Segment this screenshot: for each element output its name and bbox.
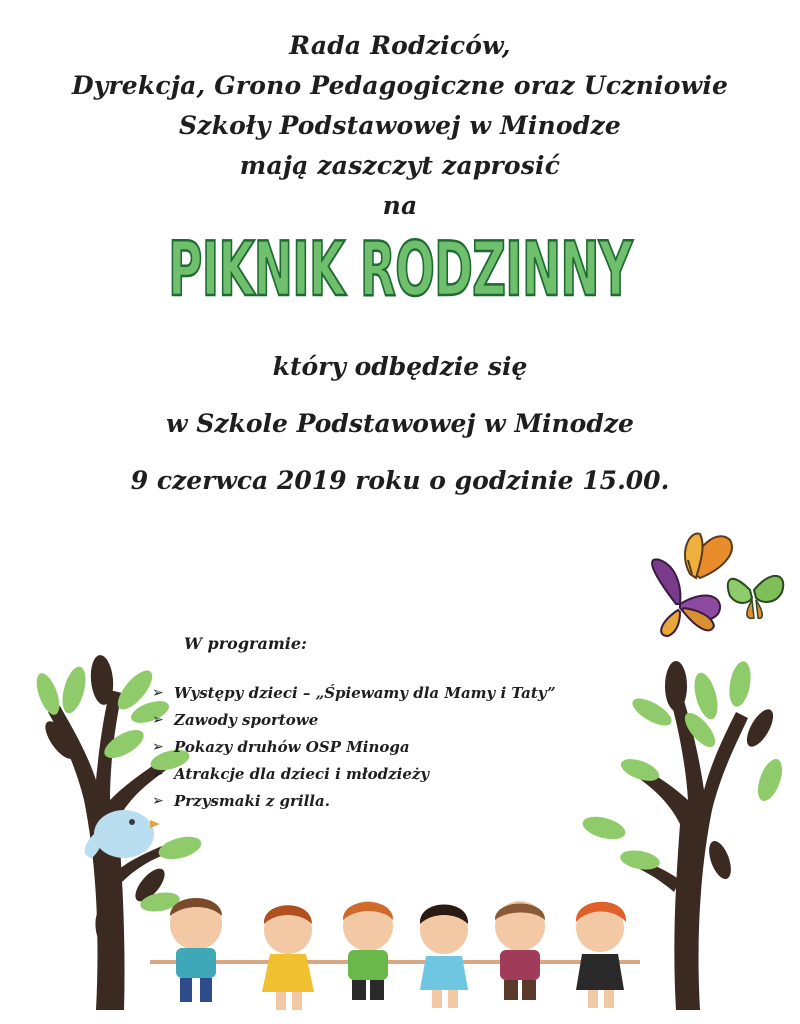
list-item (152, 788, 556, 815)
program-item-text: Pokazy druhów OSP Minoga (174, 738, 410, 756)
program-item-text: Zawody sportowe (174, 711, 319, 729)
children-holding-hands-icon (150, 898, 640, 1010)
arrow-bullet-icon: ➢ (152, 739, 164, 755)
details-line-location: w Szkole Podstawowej w Minodze (166, 409, 634, 438)
details-line-date: 9 czerwca 2019 roku o godzinie 15.00. (130, 466, 670, 495)
arrow-bullet-icon: ➢ (152, 712, 164, 728)
list-item (152, 734, 556, 761)
program-item-text: Przysmaki z grilla. (174, 792, 330, 810)
list-item (152, 761, 556, 788)
arrow-bullet-icon: ➢ (152, 685, 164, 701)
header-line: Szkoły Podstawowej w Minodze (178, 111, 621, 140)
butterfly-icon (728, 576, 784, 619)
header-line: Dyrekcja, Grono Pedagogiczne oraz Uczniowie (71, 71, 729, 100)
header-line: Rada Rodziców, (289, 31, 511, 60)
list-item (152, 707, 556, 734)
program-item-text: Występy dzieci – „Śpiewamy dla Mamy i Taty” (174, 684, 556, 702)
header-line: na (382, 191, 418, 220)
header-line: mają zaszczyt zaprosić (239, 151, 561, 180)
event-title: PIKNIK RODZINNY (168, 226, 632, 314)
details-line-intro: który odbędzie się (272, 352, 528, 381)
program-item-text: Atrakcje dla dzieci i młodzieży (174, 765, 430, 783)
list-item (152, 680, 556, 707)
butterfly-icon (685, 534, 732, 578)
program-heading: W programie: (184, 634, 307, 653)
arrow-bullet-icon: ➢ (152, 793, 164, 809)
arrow-bullet-icon: ➢ (152, 766, 164, 782)
program-list (152, 680, 556, 815)
